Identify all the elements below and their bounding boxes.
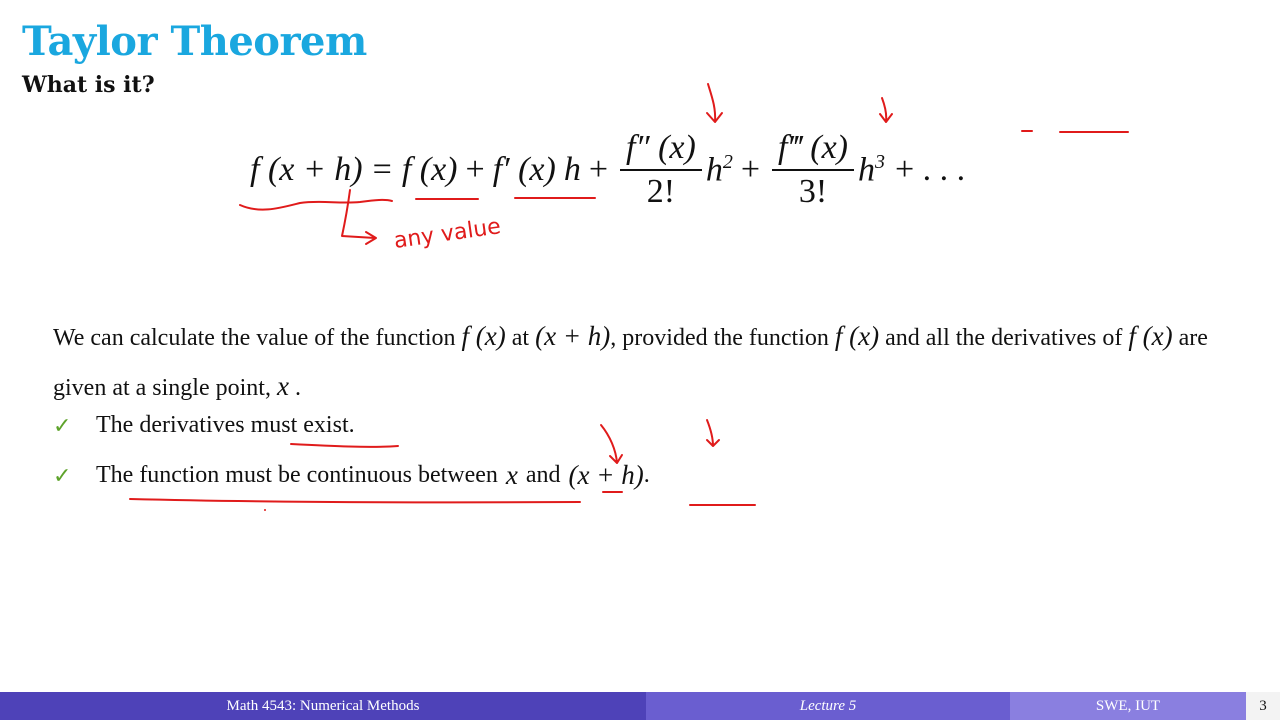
formula-h-squared	[706, 151, 733, 189]
explanation-paragraph	[53, 312, 1233, 412]
check-icon: ✓	[53, 412, 72, 438]
para-text-4: and all the derivatives of	[885, 325, 1123, 351]
check-icon: ✓	[53, 462, 72, 488]
footer-page-number: 3	[1246, 692, 1280, 720]
bullet-2-text-1: The function must be continuous between	[96, 462, 498, 488]
bullet-2-text-2: and	[525, 462, 561, 488]
bullet-1-text: The derivatives must exist.	[96, 412, 355, 438]
slide-title: Taylor Theorem	[22, 18, 367, 65]
slide-footer	[0, 692, 1280, 720]
bullet-derivatives-exist	[53, 412, 355, 439]
bullet-2-math-xh: (x + h)	[568, 460, 644, 490]
para-math-fx-3: f (x)	[1128, 321, 1173, 351]
footer-dept: SWE, IUT	[1010, 692, 1246, 720]
para-math-fx-2: f (x)	[834, 321, 880, 351]
formula-h3-base: h	[858, 151, 875, 189]
annotation-any-value: any value	[392, 214, 503, 254]
para-text-1: We can calculate the value of the function	[53, 325, 456, 351]
formula-term-3	[772, 129, 854, 211]
arrow-to-x-plus-h	[707, 420, 719, 446]
formula-term-3-numerator: f‴ (x)	[772, 129, 854, 171]
formula-term-2	[620, 129, 702, 211]
footer-lecture: Lecture 5	[646, 692, 1010, 720]
arrow-to-x	[601, 425, 622, 463]
formula-term-3-denominator: 3!	[798, 173, 828, 210]
underline-must-exist	[291, 444, 398, 447]
formula-h2-base: h	[705, 151, 723, 189]
bullet-continuity	[53, 460, 650, 491]
footer-course: Math 4543: Numerical Methods	[0, 692, 646, 720]
ink-dot	[264, 509, 266, 511]
taylor-formula	[250, 125, 965, 215]
arrow-third-derivative	[880, 98, 892, 122]
formula-h-cubed	[858, 151, 885, 189]
underline-function-continuous	[130, 499, 580, 502]
para-math-xh: (x + h)	[535, 321, 611, 351]
para-math-fx-1: f (x)	[461, 321, 506, 351]
para-math-x: x	[276, 371, 289, 401]
formula-tail: + . . .	[895, 151, 966, 188]
bullet-2-text-3: .	[643, 462, 650, 488]
formula-term-2-numerator: f″ (x)	[620, 129, 702, 171]
formula-h: h	[563, 151, 581, 188]
formula-plus-3: +	[740, 151, 761, 188]
formula-equals: =	[372, 151, 392, 188]
formula-term-1: f′ (x)	[492, 151, 556, 188]
para-text-3: , provided the function	[610, 325, 829, 351]
formula-plus-2: +	[588, 151, 608, 188]
arrow-second-derivative	[707, 84, 722, 122]
bullet-2-math-x: x	[505, 460, 518, 490]
para-text-5: are given at a single point,	[53, 325, 1208, 401]
para-text-6: .	[294, 375, 301, 401]
slide-subtitle: What is it?	[22, 72, 155, 98]
formula-h2-exp: 2	[722, 150, 733, 173]
formula-lhs: f (x + h)	[250, 151, 363, 188]
formula-term-2-denominator: 2!	[646, 173, 676, 210]
formula-plus-1: +	[465, 151, 485, 188]
formula-h3-exp: 3	[875, 150, 885, 173]
formula-term-0: f (x)	[401, 151, 458, 188]
para-text-2: at	[511, 325, 530, 351]
